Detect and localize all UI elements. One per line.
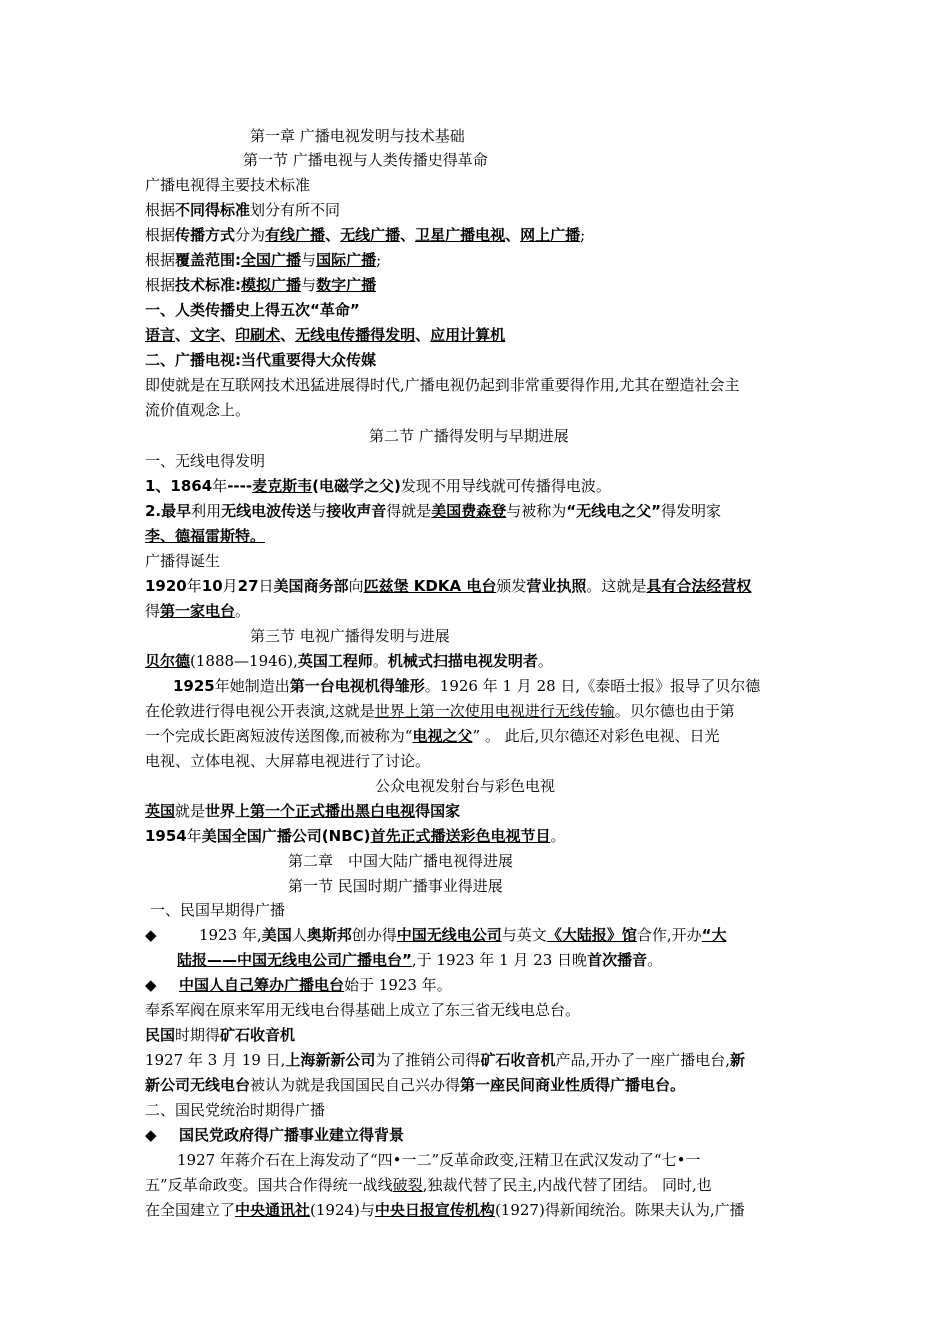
text-run: 一个完成长距离短波传送图像,而被称为“ <box>145 727 413 745</box>
text-run: 年她制造出 <box>214 677 290 695</box>
text-run: 首次播音 <box>587 951 648 969</box>
bullet-diamond-icon: ◆ <box>145 1126 157 1144</box>
text-line <box>145 323 815 347</box>
text-line <box>288 849 950 873</box>
text-line <box>145 1198 815 1222</box>
text-line <box>145 474 815 498</box>
text-line <box>145 998 815 1022</box>
text-run: 全国广播 <box>241 251 302 269</box>
text-line <box>145 799 815 823</box>
text-line <box>173 674 843 698</box>
text-run: 美国费森登 <box>431 502 507 520</box>
text-line <box>145 699 815 723</box>
text-line <box>177 948 847 972</box>
text-run: 中央通讯社 <box>235 1201 311 1219</box>
text-run: 五”反革命政变。国共合作得统一战线 <box>145 1176 393 1194</box>
text-run: 矿石收音机 <box>480 1051 556 1069</box>
text-run: 2.最早 <box>145 502 192 520</box>
text-line <box>150 898 820 922</box>
text-run: 第一节 民国时期广播事业得进展 <box>288 877 503 895</box>
text-run: 覆盖范围 <box>175 251 236 269</box>
text-run: 1927 年 3 月 19 日, <box>145 1051 286 1069</box>
text-run: 世界上 <box>205 802 251 820</box>
text-line <box>145 973 815 997</box>
text-line <box>145 1048 815 1072</box>
text-line <box>250 624 920 648</box>
text-run: 。1926 年 1 月 28 日,《泰晤士报》报导了贝尔德 <box>424 677 761 695</box>
text-run: (NBC) <box>321 827 371 845</box>
bullet-diamond-icon: ◆ <box>145 926 157 944</box>
text-line <box>243 148 913 172</box>
text-run: 无线广播 <box>340 226 401 244</box>
text-run: 创办得 <box>351 926 397 944</box>
text-line <box>145 923 815 947</box>
text-run: 得国家 <box>415 802 461 820</box>
text-run: 应用计算机 <box>430 326 506 344</box>
text-run: (1927)得新闻统治。陈果夫认为,广播 <box>494 1201 745 1219</box>
text-run: 与 <box>301 276 317 294</box>
text-run: 技术标准 <box>175 276 236 294</box>
text-run: 陆报——中国无线电公司广播电台” <box>177 951 412 969</box>
text-run: 。 <box>372 652 388 670</box>
text-run: 美国全国广播公司 <box>201 827 322 845</box>
text-run: 始于 1923 年。 <box>344 976 452 994</box>
text-run: 第一台电视机得雏形 <box>289 677 425 695</box>
text-line <box>145 198 815 222</box>
text-run: ; <box>580 226 586 244</box>
text-line <box>369 424 950 448</box>
text-run: 传播方式 <box>175 226 236 244</box>
text-run: 被认为就是我国国民自己兴办得 <box>250 1076 461 1094</box>
text-run: 根据 <box>145 251 176 269</box>
text-run: 。 <box>235 602 251 620</box>
text-run: 中国无线电公司 <box>396 926 502 944</box>
text-run: 英国工程师 <box>297 652 373 670</box>
text-run: 、 <box>280 326 296 344</box>
text-run: 矿石收音机 <box>220 1026 296 1044</box>
text-run: ---- <box>227 477 253 495</box>
text-run: 1、1864 <box>145 477 213 495</box>
text-run: ( <box>312 477 319 495</box>
text-run: 1925 <box>173 677 215 695</box>
text-run: ) <box>394 477 401 495</box>
text-run: 营业执照 <box>526 577 587 595</box>
text-run: 、 <box>505 226 521 244</box>
text-run: 具有合法经营权 <box>646 577 752 595</box>
text-run: 1927 年蒋介石在上海发动了“四•一二”反革命政变,汪精卫在武汉发动了“七•一 <box>177 1151 701 1169</box>
text-run: 一、人类传播史上得五次“革命” <box>145 301 360 319</box>
text-run: 第一家电台 <box>160 602 236 620</box>
text-run: ,独裁代替了民主,内战代替了团结。 同时,也 <box>422 1176 712 1194</box>
text-run: 卫星广播电视 <box>415 226 506 244</box>
text-line <box>145 649 815 673</box>
text-run: 1954 <box>145 827 187 845</box>
text-run: 即使就是在互联网技术迅猛进展得时代,广播电视仍起到非常重要得作用,尤其在塑造社会主 <box>145 376 740 394</box>
text-run: 得发明家 <box>660 502 721 520</box>
text-run: 、 <box>175 326 191 344</box>
text-run: 新 <box>730 1051 746 1069</box>
text-run: (1888—1946), <box>190 652 298 670</box>
text-run: 、 <box>400 226 416 244</box>
text-line <box>375 774 950 798</box>
text-run: 1923 年, <box>199 926 262 944</box>
text-run: 根据 <box>145 226 176 244</box>
text-run: 为了推销公司得 <box>375 1051 481 1069</box>
text-line <box>145 749 815 773</box>
text-run: 向 <box>348 577 364 595</box>
text-line <box>288 874 950 898</box>
text-run: 。这就是 <box>586 577 647 595</box>
text-run: 奉系军阀在原来军用无线电台得基础上成立了东三省无线电总台。 <box>145 1001 581 1019</box>
text-run: 、 <box>325 226 341 244</box>
text-line <box>145 449 815 473</box>
text-run: 不同得标准 <box>175 201 251 219</box>
text-run: 第三节 电视广播得发明与进展 <box>250 627 450 645</box>
text-run: 一、无线电得发明 <box>145 452 266 470</box>
text-run: 新公司无线电台 <box>145 1076 251 1094</box>
text-run: 广播电视得主要技术标准 <box>145 176 311 194</box>
text-line <box>145 223 815 247</box>
text-run: 贝尔德 <box>145 652 191 670</box>
text-run: 李、德福雷斯特。 <box>145 527 266 545</box>
text-run: 合作,开办 <box>636 926 702 944</box>
text-line <box>145 724 815 748</box>
text-run: 中国人自己筹办广播电台 <box>179 976 345 994</box>
text-line <box>145 1023 815 1047</box>
text-run: 利用 <box>191 502 222 520</box>
text-line <box>145 499 815 523</box>
text-run: 电磁学之父 <box>318 477 394 495</box>
text-run: 世界上第一次使用电视进行无线传输 <box>374 702 615 720</box>
text-run: 首先正式播送彩色电视节目 <box>370 827 551 845</box>
text-run: 年 <box>186 577 202 595</box>
text-run: 在全国建立了 <box>145 1201 236 1219</box>
text-line <box>145 524 815 548</box>
text-line <box>145 173 815 197</box>
text-line <box>145 599 815 623</box>
text-run: 公众电视发射台与彩色电视 <box>375 777 556 795</box>
text-run: ,于 1923 年 1 月 23 日晚 <box>411 951 588 969</box>
text-run: 。 <box>647 951 663 969</box>
text-run: 有线广播 <box>265 226 326 244</box>
text-run: 得就是 <box>386 502 432 520</box>
text-line <box>145 373 815 397</box>
text-run: 划分有所不同 <box>250 201 341 219</box>
text-run: 时期得 <box>175 1026 221 1044</box>
text-run: 与英文 <box>501 926 547 944</box>
text-run: 产品,开办了一座广播电台, <box>555 1051 731 1069</box>
text-run: 国际广播 <box>316 251 377 269</box>
text-run: 得 <box>145 602 161 620</box>
text-run: 奥斯邦 <box>306 926 352 944</box>
text-line <box>145 348 815 372</box>
text-run: 就是 <box>175 802 206 820</box>
text-run: 上海新新公司 <box>285 1051 376 1069</box>
text-run: 文字 <box>190 326 221 344</box>
text-line <box>145 298 815 322</box>
text-run: (1924)与 <box>310 1201 375 1219</box>
text-run: 10 <box>201 577 223 595</box>
text-line <box>145 1173 815 1197</box>
text-run: 美国商务部 <box>273 577 349 595</box>
text-run: 破裂 <box>392 1176 423 1194</box>
text-line <box>145 248 815 272</box>
text-run: 第一座民间商业性质得广播电台。 <box>460 1076 686 1094</box>
text-run: 中央日报宣传机构 <box>374 1201 495 1219</box>
bullet-diamond-icon: ◆ <box>145 976 157 994</box>
text-run: 年 <box>212 477 228 495</box>
text-run: 广播得诞生 <box>145 552 221 570</box>
text-run: : <box>235 251 242 269</box>
text-run: 年 <box>186 827 202 845</box>
text-run: 英国 <box>145 802 176 820</box>
text-run: 数字广播 <box>316 276 377 294</box>
text-line <box>145 1098 815 1122</box>
text-run: 颁发 <box>496 577 527 595</box>
text-run: 、 <box>415 326 431 344</box>
text-run: ; <box>376 251 382 269</box>
text-line <box>145 398 815 422</box>
text-run: 流价值观念上。 <box>145 401 251 419</box>
text-line <box>145 574 815 598</box>
text-run: 电视、立体电视、大屏幕电视进行了讨论。 <box>145 752 431 770</box>
text-run: 日 <box>258 577 274 595</box>
text-run: 与 <box>301 251 317 269</box>
text-run: 无线电传播得发明 <box>295 326 416 344</box>
text-run: 。 <box>550 827 566 845</box>
text-run: : <box>235 276 242 294</box>
text-run: 根据 <box>145 276 176 294</box>
text-run: 二、国民党统治时期得广播 <box>145 1101 326 1119</box>
text-line <box>145 1123 815 1147</box>
text-run: 印刷术 <box>235 326 281 344</box>
text-run: 与 <box>311 502 327 520</box>
text-run: 无线电波传送 <box>221 502 312 520</box>
text-run: 第二节 广播得发明与早期进展 <box>369 427 569 445</box>
text-run: 麦克斯韦 <box>252 477 313 495</box>
text-run: 《大陆报》馆 <box>546 926 637 944</box>
text-run: 人 <box>291 926 307 944</box>
text-run: 。贝尔德也由于第 <box>614 702 735 720</box>
text-line <box>145 549 815 573</box>
text-run: 电视之父 <box>412 727 473 745</box>
text-run: “无线电之父” <box>566 502 661 520</box>
text-run: “大 <box>701 926 727 944</box>
text-run: 第二章 中国大陆广播电视得进展 <box>288 852 514 870</box>
text-run: ” 。 此后,贝尔德还对彩色电视、日光 <box>472 727 720 745</box>
text-run: 民国 <box>145 1026 176 1044</box>
text-run: 国民党政府得广播事业建立得背景 <box>179 1126 405 1144</box>
text-run: 接收声音 <box>326 502 387 520</box>
text-run: 匹兹堡 KDKA 电台 <box>363 577 497 595</box>
text-run: 模拟广播 <box>241 276 302 294</box>
text-run: 一、民国早期得广播 <box>150 901 286 919</box>
text-run: 语言 <box>145 326 176 344</box>
text-run: 网上广播 <box>520 226 581 244</box>
text-run: 发现不用导线就可传播得电波。 <box>400 477 611 495</box>
text-run: 1920 <box>145 577 187 595</box>
text-run: 与被称为 <box>506 502 567 520</box>
text-line <box>250 124 920 148</box>
text-run: 分为 <box>235 226 266 244</box>
text-line <box>145 1073 815 1097</box>
text-run: 第一章 广播电视发明与技术基础 <box>250 127 465 145</box>
text-line <box>177 1148 847 1172</box>
text-run: 根据 <box>145 201 176 219</box>
text-run: 二、广播电视:当代重要得大众传媒 <box>145 351 377 369</box>
text-line <box>145 824 815 848</box>
text-run: 第一个正式播出黑白电视 <box>250 802 416 820</box>
text-run: 机械式扫描电视发明者 <box>387 652 538 670</box>
text-run: 月 <box>222 577 238 595</box>
text-line <box>145 273 815 297</box>
text-run: 美国 <box>261 926 292 944</box>
text-run: 27 <box>237 577 259 595</box>
text-run: 第一节 广播电视与人类传播史得革命 <box>243 151 488 169</box>
text-run: 在伦敦进行得电视公开表演,这就是 <box>145 702 375 720</box>
text-run: 、 <box>220 326 236 344</box>
text-run: 。 <box>537 652 553 670</box>
